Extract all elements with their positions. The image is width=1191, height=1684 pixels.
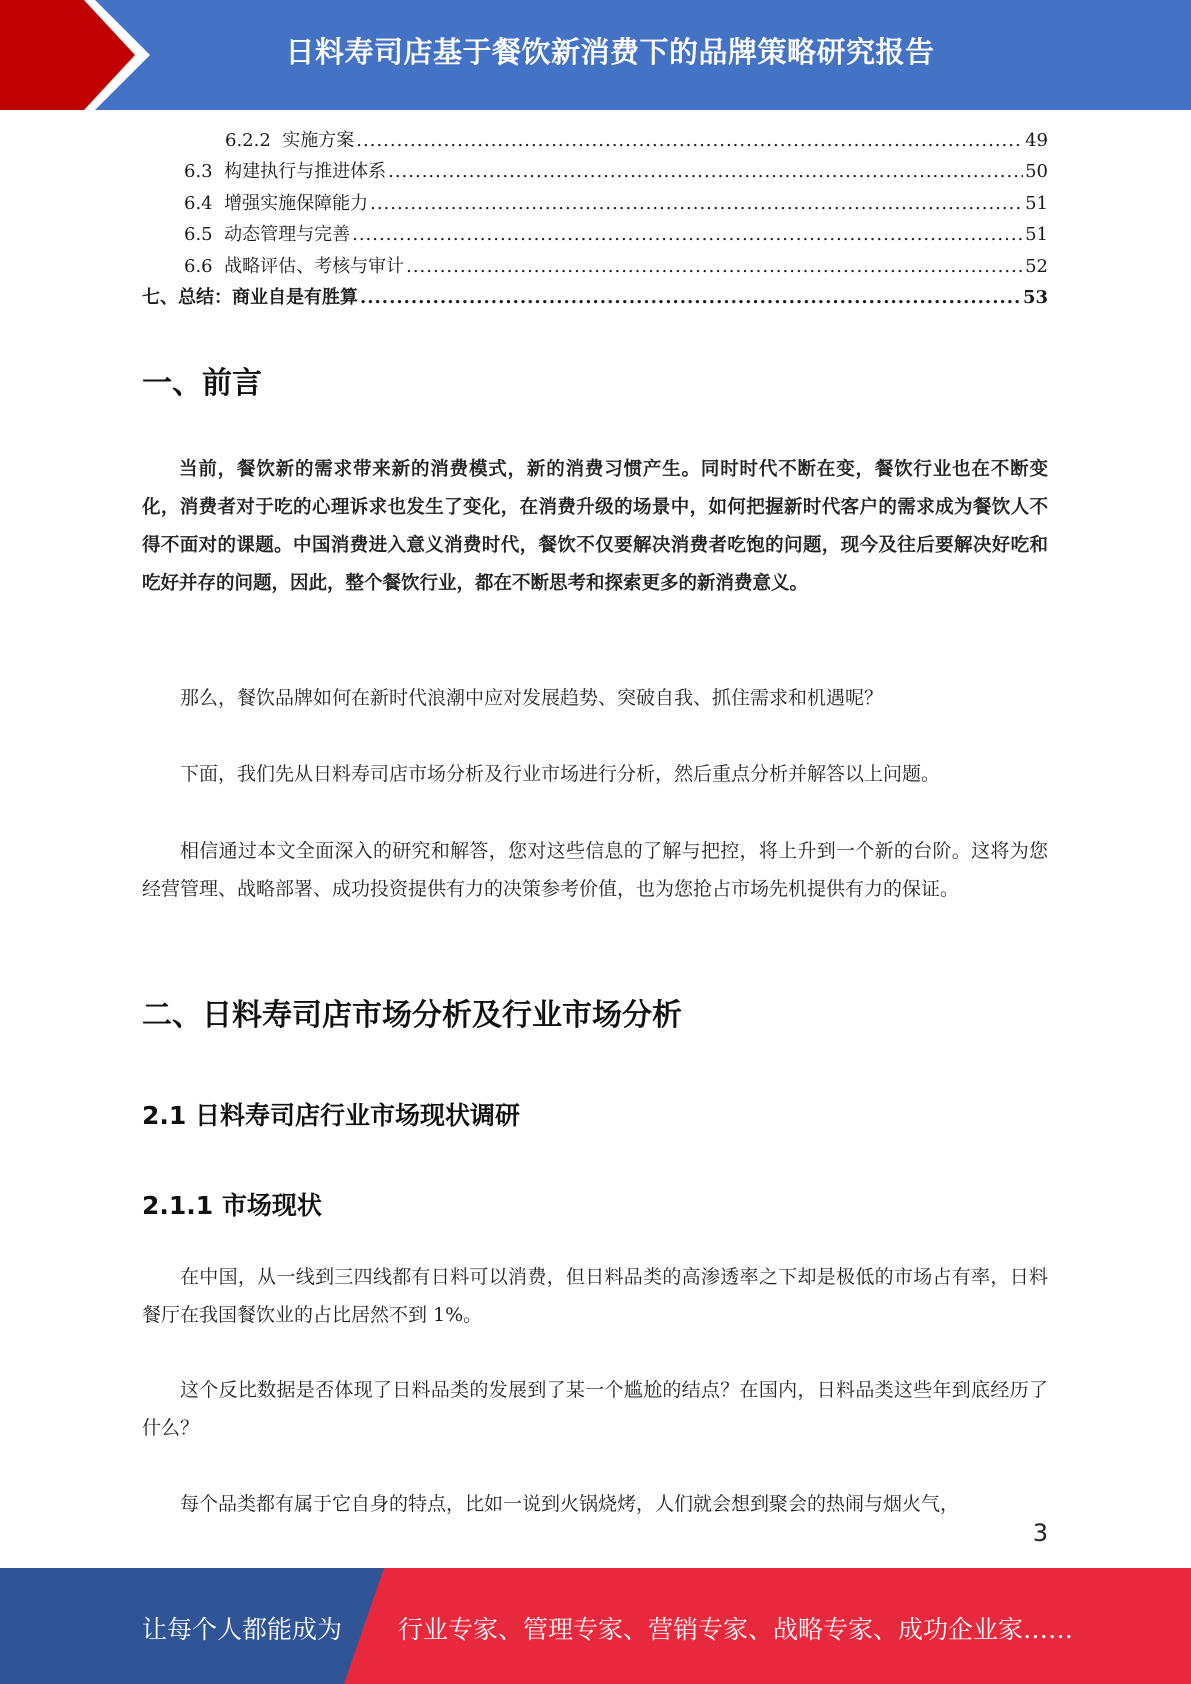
toc-page-number: 49 <box>1025 130 1048 151</box>
toc-entry[interactable] <box>142 220 1048 251</box>
section-2-1-heading: 2.1 日料寿司店行业市场现状调研 <box>142 1101 520 1130</box>
market-paragraph-2: 这个反比数据是否体现了日料品类的发展到了某一个尴尬的结点？在国内，日料品类这些年到底经历了什么？ <box>142 1379 1048 1439</box>
toc-page-number: 52 <box>1025 255 1048 277</box>
preface-paragraph-3: 下面，我们先从日料寿司店市场分析及行业市场进行分析，然后重点分析并解答以上问题。 <box>180 763 941 785</box>
toc-label: 6.3 构建执行与推进体系 <box>184 161 387 183</box>
toc-page-number: 51 <box>1025 192 1048 214</box>
toc-label: 七、总结：商业自是有胜算 <box>142 286 358 308</box>
toc-leader-dots <box>370 193 1023 214</box>
toc-label: 6.5 动态管理与完善 <box>184 224 351 246</box>
page-header <box>0 0 1191 110</box>
toc-label: 6.4 增强实施保障能力 <box>184 192 369 214</box>
toc-leader-dots <box>360 287 1021 308</box>
toc-label: 6.2.2 实施方案 <box>225 130 355 151</box>
toc-entry[interactable] <box>142 189 1048 220</box>
toc-leader-dots <box>406 256 1023 277</box>
footer-slogan-right: 行业专家、管理专家、营销专家、战略专家、成功企业家…… <box>398 1615 1074 1644</box>
preface-heading: 一、前言 <box>142 366 262 401</box>
market-paragraph-3: 每个品类都有属于它自身的特点，比如一说到火锅烧烤，人们就会想到聚会的热闹与烟火气， <box>180 1493 960 1515</box>
table-of-contents <box>142 126 1048 314</box>
preface-paragraph-2: 那么，餐饮品牌如何在新时代浪潮中应对发展趋势、突破自我、抓住需求和机遇呢？ <box>180 687 884 709</box>
toc-entry[interactable] <box>142 252 1048 283</box>
toc-entry[interactable] <box>142 283 1048 314</box>
toc-leader-dots <box>356 130 1023 151</box>
header-red-chevron-icon <box>0 0 160 110</box>
toc-page-number: 50 <box>1025 161 1048 183</box>
toc-page-number: 51 <box>1025 224 1048 246</box>
toc-label: 6.6 战略评估、考核与审计 <box>184 255 405 277</box>
toc-entry[interactable] <box>142 157 1048 188</box>
toc-entry[interactable] <box>142 126 1048 157</box>
market-paragraph-1: 在中国，从一线到三四线都有日料可以消费，但日料品类的高渗透率之下却是极低的市场占有率，日料餐厅在我国餐饮业的占比居然不到 1%。 <box>142 1266 1048 1326</box>
chapter-2-heading: 二、日料寿司店市场分析及行业市场分析 <box>142 998 682 1033</box>
preface-paragraph-4: 相信通过本文全面深入的研究和解答，您对这些信息的了解与把控，将上升到一个新的台阶。这将为您经营管理、战略部署、成功投资提供有力的决策参考价值，也为您抢占市场先机提供有力的保证。 <box>142 840 1048 900</box>
page-footer <box>0 1568 1191 1684</box>
page-number: 3 <box>1032 1519 1048 1547</box>
preface-paragraph-1: 当前，餐饮新的需求带来新的消费模式，新的消费习惯产生。同时时代不断在变，餐饮行业也在不断变化，消费者对于吃的心理诉求也发生了变化，在消费升级的场景中，如何把握新时代客户的需求成为餐饮人不得不面对的课题。中国消费进入意义消费时代，餐饮不仅要解决消费者吃饱的问题，现今及往后要解决好吃和吃好并存的问题，因此，整个餐饮行业，都在不断思考和探索更多的新消费意义。 <box>142 459 1048 594</box>
report-title: 日料寿司店基于餐饮新消费下的品牌策略研究报告 <box>285 35 935 69</box>
section-2-1-1-heading: 2.1.1 市场现状 <box>142 1191 322 1220</box>
toc-leader-dots <box>352 224 1023 245</box>
toc-leader-dots <box>388 161 1023 182</box>
toc-page-number: 53 <box>1022 286 1048 308</box>
footer-slogan-left: 让每个人都能成为 <box>142 1615 343 1644</box>
